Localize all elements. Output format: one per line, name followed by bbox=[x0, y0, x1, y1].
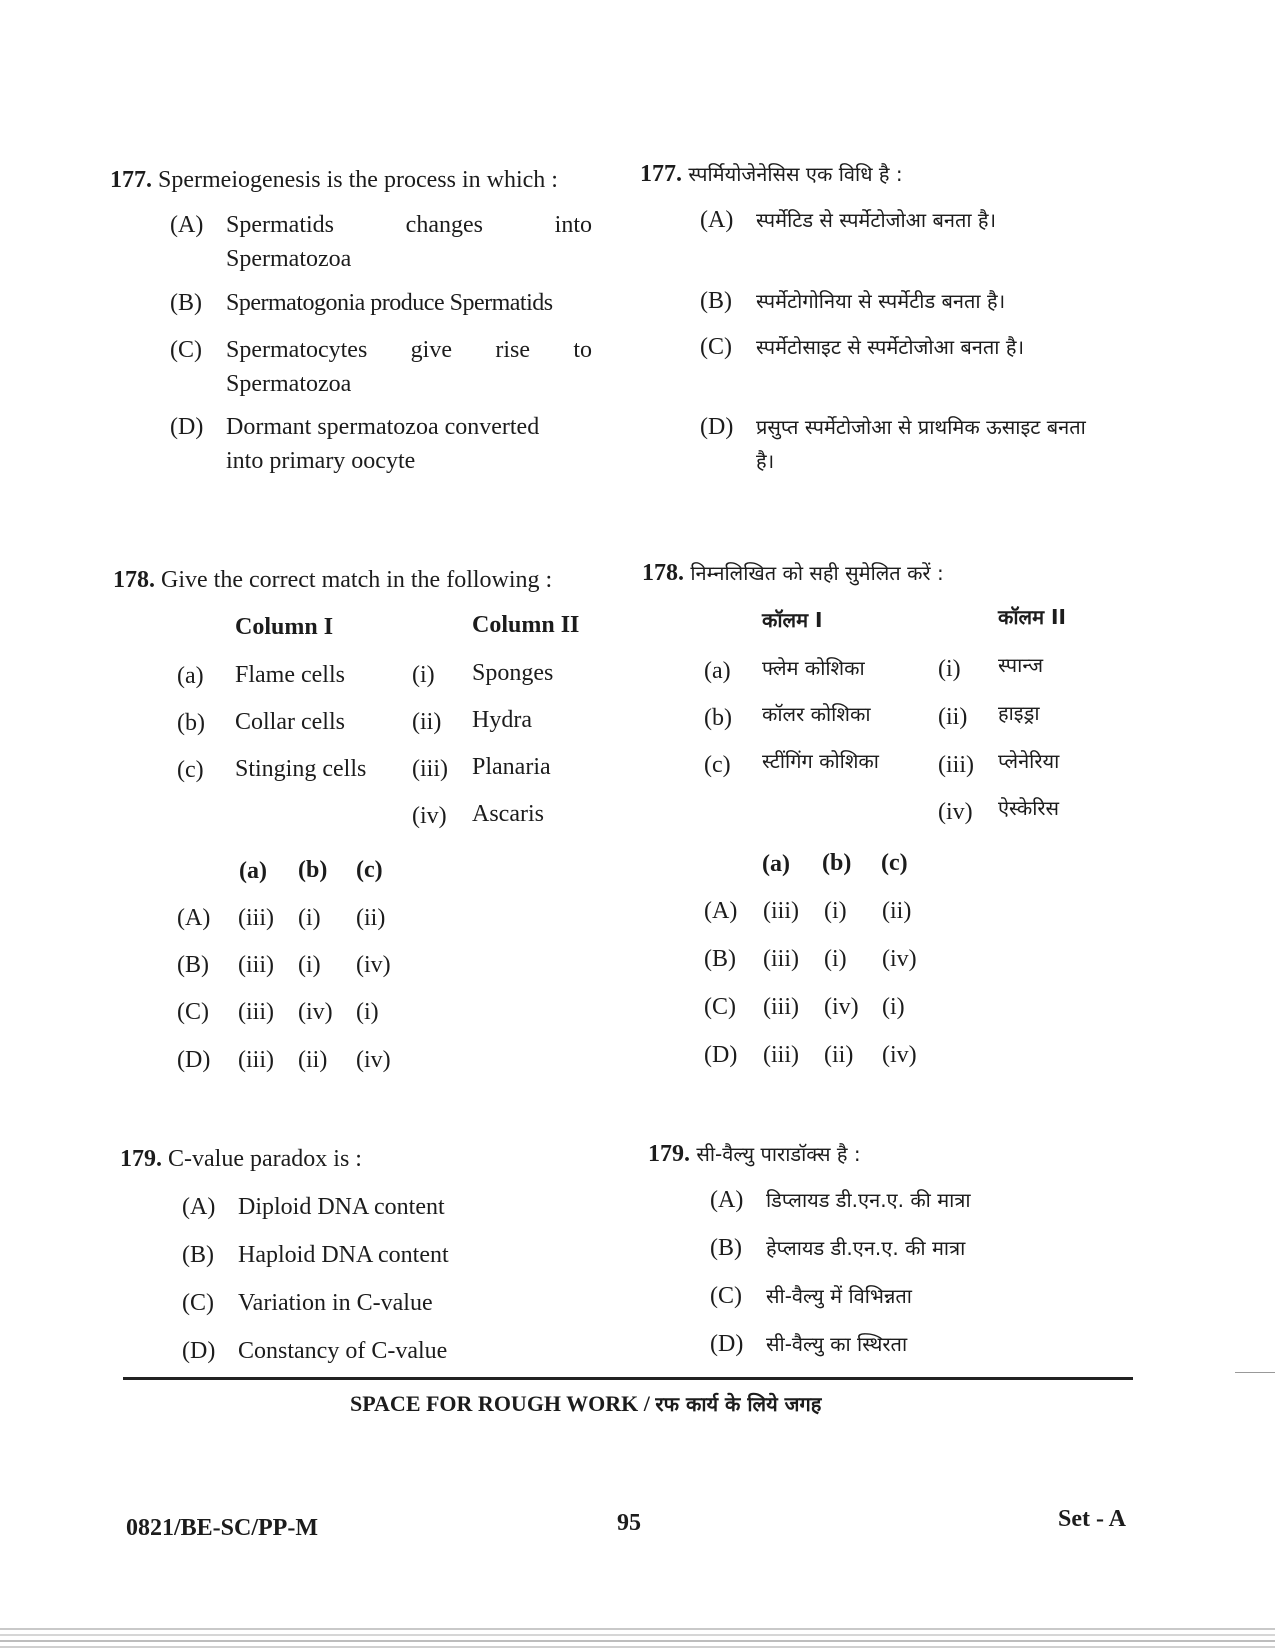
q178-hi-col1-a-label: (a) bbox=[704, 658, 731, 684]
q178-hi-col2-ii-label: (ii) bbox=[938, 704, 968, 730]
q178-hi-col1-head: कॉलम I bbox=[762, 608, 823, 632]
q177-en-question bbox=[110, 163, 580, 197]
option-text-line1: Spermatocytes give rise to bbox=[226, 337, 592, 363]
scan-artifact-line bbox=[0, 1646, 1275, 1648]
option-text-line2: है। bbox=[756, 449, 775, 473]
q177-en-option-b: (B) Spermatogonia produce Spermatids bbox=[170, 286, 610, 320]
option-text-line2: into primary oocyte bbox=[226, 448, 416, 474]
option-text: Constancy of C-value bbox=[238, 1338, 448, 1364]
q178-hi-col2-iv-text: ऐस्केरिस bbox=[998, 796, 1060, 820]
q178-hi-answer-c: (C) (iii) (iv) (i) bbox=[704, 994, 905, 1020]
q178-hi-col2-ii-text: हाइड्रा bbox=[998, 701, 1040, 725]
rough-work-separator: / bbox=[638, 1391, 656, 1416]
q178-en-question bbox=[113, 563, 593, 597]
q179-hi-option-c: (C) सी-वैल्यु में विभिन्नता bbox=[710, 1279, 1150, 1313]
q178-hi-col2-head: कॉलम II bbox=[998, 605, 1066, 629]
q178-hi-col1-b-text: कॉलर कोशिका bbox=[762, 702, 871, 726]
q178-en-col2-i-label: (i) bbox=[412, 662, 435, 688]
rough-work-hi: रफ कार्य के लिये जगह bbox=[655, 1392, 822, 1416]
q178-en-col2-iv-text: Ascaris bbox=[472, 801, 544, 827]
q177-hi-question bbox=[640, 157, 1140, 191]
option-text: सी-वैल्यु में विभिन्नता bbox=[766, 1284, 912, 1308]
q179-en-question bbox=[120, 1142, 540, 1176]
option-text-line2: Spermatozoa bbox=[226, 371, 352, 397]
option-text: स्पर्मेटोगोनिया से स्पर्मेटीड बनता है। bbox=[756, 289, 1006, 313]
option-text-line1: Spermatids changes into bbox=[226, 212, 592, 238]
q178-en-col2-head: Column II bbox=[472, 612, 580, 638]
q178-hi-col2-i-text: स्पान्ज bbox=[998, 653, 1044, 677]
q179-hi-question bbox=[648, 1137, 1108, 1171]
q178-en-col1-b-label: (b) bbox=[177, 710, 205, 736]
q178-hi-col1-b-label: (b) bbox=[704, 705, 732, 731]
option-text: स्पर्मेटोसाइट से स्पर्मेटोजोआ बनता है। bbox=[756, 335, 1025, 359]
q178-hi-answer-a: (A) (iii) (i) (ii) bbox=[704, 898, 912, 924]
q179-en-option-c: (C) Variation in C-value bbox=[182, 1286, 582, 1320]
q179-en-option-d: (D) Constancy of C-value bbox=[182, 1334, 582, 1368]
q178-hi-col1-a-text: फ्लेम कोशिका bbox=[762, 656, 865, 680]
option-text: डिप्लायड डी.एन.ए. की मात्रा bbox=[766, 1188, 971, 1212]
q178-en-col1-c-label: (c) bbox=[177, 757, 204, 783]
option-text-line1: प्रसुप्त स्पर्मेटोजोआ से प्राथमिक ऊसाइट बनता bbox=[756, 415, 1086, 439]
q177-hi-option-c: (C) स्पर्मेटोसाइट से स्पर्मेटोजोआ बनता है। bbox=[700, 330, 1160, 364]
q177-en-text: Spermeiogenesis is the process in which : bbox=[158, 167, 558, 193]
q177-en-number: 177. bbox=[110, 167, 152, 193]
q178-en-col1-a-label: (a) bbox=[177, 663, 204, 689]
q178-en-col1-c-text: Stinging cells bbox=[235, 756, 367, 782]
q178-hi-col2-iii-label: (iii) bbox=[938, 752, 974, 778]
q178-en-number: 178. bbox=[113, 567, 155, 593]
q178-en-col1-b-text: Collar cells bbox=[235, 709, 345, 735]
q178-en-ans-head-c: (c) bbox=[356, 857, 383, 883]
q178-en-answer-d: (D) (iii) (ii) (iv) bbox=[177, 1047, 391, 1073]
option-text-line1: Dormant spermatozoa converted bbox=[226, 414, 540, 440]
q178-en-col1-head: Column I bbox=[235, 614, 334, 640]
q178-en-text: Give the correct match in the following : bbox=[161, 567, 553, 593]
q177-en-option-c: (C) Spermatocytes give rise to Spermatozoa bbox=[170, 333, 592, 401]
q179-hi-option-a: (A) डिप्लायड डी.एन.ए. की मात्रा bbox=[710, 1183, 1150, 1217]
rough-work-en: SPACE FOR ROUGH WORK bbox=[350, 1391, 639, 1416]
q179-hi-option-b: (B) हेप्लायड डी.एन.ए. की मात्रा bbox=[710, 1231, 1150, 1265]
scan-artifact-line bbox=[0, 1628, 1275, 1630]
q178-hi-text: निम्नलिखित को सही सुमेलित करें : bbox=[690, 561, 944, 585]
margin-tick bbox=[1235, 1372, 1275, 1373]
q178-en-col2-ii-label: (ii) bbox=[412, 709, 442, 735]
rough-work-divider bbox=[123, 1377, 1133, 1380]
q179-en-option-a: (A) Diploid DNA content bbox=[182, 1190, 582, 1224]
rough-work-label bbox=[350, 1390, 970, 1417]
q179-hi-number: 179. bbox=[648, 1141, 690, 1167]
q178-hi-number: 178. bbox=[642, 560, 684, 586]
q177-hi-option-a: (A) स्पर्मेटिड से स्पर्मेटोजोआ बनता है। bbox=[700, 203, 1160, 237]
q178-hi-question bbox=[642, 556, 1142, 590]
option-text: सी-वैल्यु का स्थिरता bbox=[766, 1332, 908, 1356]
q178-hi-answer-d: (D) (iii) (ii) (iv) bbox=[704, 1042, 917, 1068]
q177-hi-option-d: (D) प्रसुप्त स्पर्मेटोजोआ से प्राथमिक ऊसाइट बनता है। bbox=[700, 410, 1170, 478]
q178-en-answer-a: (A) (iii) (i) (ii) bbox=[177, 905, 386, 931]
option-text: Variation in C-value bbox=[238, 1290, 433, 1316]
q178-hi-ans-head-c: (c) bbox=[881, 850, 908, 876]
q178-en-col2-i-text: Sponges bbox=[472, 660, 554, 686]
paper-code: 0821/BE-SC/PP-M bbox=[126, 1515, 318, 1541]
q178-hi-ans-head-a: (a) bbox=[762, 851, 790, 877]
q177-en-option-a: (A) Spermatids changes into Spermatozoa bbox=[170, 208, 592, 276]
q179-en-text: C-value paradox is : bbox=[168, 1146, 362, 1172]
q178-en-answer-c: (C) (iii) (iv) (i) bbox=[177, 999, 379, 1025]
q178-hi-col1-c-text: स्टींगिंग कोशिका bbox=[762, 749, 879, 773]
q179-en-option-b: (B) Haploid DNA content bbox=[182, 1238, 582, 1272]
q178-hi-col2-iii-text: प्लेनेरिया bbox=[998, 749, 1060, 773]
q178-hi-col1-c-label: (c) bbox=[704, 752, 731, 778]
q178-en-ans-head-b: (b) bbox=[298, 857, 328, 883]
q179-hi-text: सी-वैल्यु पाराडॉक्स है : bbox=[696, 1142, 861, 1166]
q179-en-number: 179. bbox=[120, 1146, 162, 1172]
q178-hi-col2-iv-label: (iv) bbox=[938, 799, 973, 825]
option-text: स्पर्मेटिड से स्पर्मेटोजोआ बनता है। bbox=[756, 208, 997, 232]
q178-en-answer-b: (B) (iii) (i) (iv) bbox=[177, 952, 391, 978]
q177-hi-number: 177. bbox=[640, 161, 682, 187]
option-text: Haploid DNA content bbox=[238, 1242, 449, 1268]
q178-hi-col2-i-label: (i) bbox=[938, 656, 961, 682]
q177-hi-text: स्पर्मियोजेनेसिस एक विधि है : bbox=[688, 162, 903, 186]
set-label: Set - A bbox=[1058, 1506, 1126, 1532]
q178-hi-answer-b: (B) (iii) (i) (iv) bbox=[704, 946, 917, 972]
page-number: 95 bbox=[617, 1510, 641, 1536]
option-text: Diploid DNA content bbox=[238, 1194, 445, 1220]
q178-en-ans-head-a: (a) bbox=[239, 858, 267, 884]
option-text: हेप्लायड डी.एन.ए. की मात्रा bbox=[766, 1236, 966, 1260]
scan-artifact-line bbox=[0, 1634, 1275, 1636]
q179-hi-option-d: (D) सी-वैल्यु का स्थिरता bbox=[710, 1327, 1150, 1361]
q178-en-col2-iii-label: (iii) bbox=[412, 756, 448, 782]
q178-en-col1-a-text: Flame cells bbox=[235, 662, 345, 688]
q177-hi-option-b: (B) स्पर्मेटोगोनिया से स्पर्मेटीड बनता है। bbox=[700, 284, 1160, 318]
option-text: Spermatogonia produce Spermatids bbox=[226, 290, 553, 316]
q178-hi-ans-head-b: (b) bbox=[822, 850, 852, 876]
scan-artifact-line bbox=[0, 1640, 1275, 1642]
q178-en-col2-iii-text: Planaria bbox=[472, 754, 551, 780]
q177-en-option-d: (D) Dormant spermatozoa converted into primary oocyte bbox=[170, 410, 592, 478]
q178-en-col2-ii-text: Hydra bbox=[472, 707, 532, 733]
option-text-line2: Spermatozoa bbox=[226, 246, 352, 272]
q178-en-col2-iv-label: (iv) bbox=[412, 803, 447, 829]
